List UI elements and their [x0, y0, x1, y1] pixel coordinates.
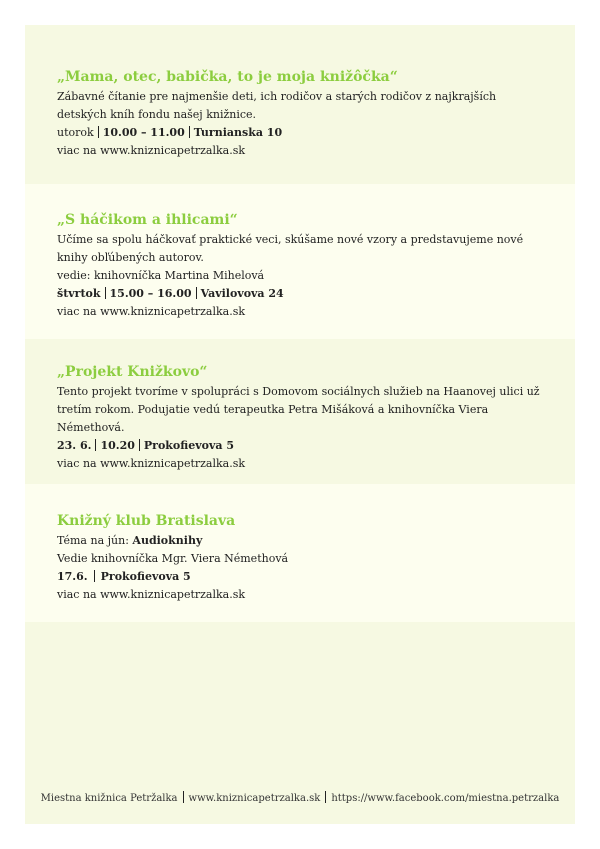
- separator: [94, 570, 95, 582]
- event-projekt-knizkovo: [57, 362, 547, 473]
- footer-website-link[interactable]: www.kniznicapetrzalka.sk: [188, 793, 321, 804]
- event-more-link[interactable]: viac na www.kniznicapetrzalka.sk: [57, 144, 246, 157]
- event-description: Tento projekt tvoríme v spolupráci s Domovom sociálnych služieb na Haanovej ulici už tretím rokom. Podujatie vedú terapeutka Petra Mišáková a knihovníčka Viera Némethová.: [57, 385, 540, 434]
- separator: [196, 287, 197, 299]
- event-theme: [57, 532, 547, 550]
- event-place: Vavilovova 24: [200, 287, 284, 300]
- footer: [25, 791, 575, 804]
- event-time: 15.00 – 16.00: [109, 287, 192, 300]
- event-time: 10.20: [100, 439, 135, 452]
- event-leader: vedie: knihovníčka Martina Mihelová: [57, 269, 265, 282]
- separator: [95, 439, 96, 451]
- separator: [189, 126, 190, 138]
- footer-library-name: Miestna knižnica Petržalka: [40, 793, 178, 804]
- event-knizny-klub: [57, 511, 547, 604]
- event-description: Zábavné čítanie pre najmenšie deti, ich rodičov a starých rodičov z najkrajších detských kníh fondu našej knižnice.: [57, 90, 497, 121]
- event-place: Prokofievova 5: [100, 570, 191, 583]
- event-theme-label: Téma na jún:: [57, 534, 129, 547]
- footer-facebook-link[interactable]: https://www.facebook.com/miestna.petrzalka: [331, 793, 560, 804]
- event-more-link[interactable]: viac na www.kniznicapetrzalka.sk: [57, 588, 246, 601]
- event-title: „Projekt Knižkovo“: [57, 364, 208, 380]
- event-schedule: [57, 285, 547, 303]
- event-time: 10.00 – 11.00: [102, 126, 185, 139]
- event-mama-otec: [57, 67, 547, 160]
- event-schedule: [57, 568, 547, 586]
- event-title: „S háčikom a ihlicami“: [57, 212, 238, 228]
- event-schedule: [57, 437, 547, 455]
- separator: [139, 439, 140, 451]
- event-day: utorok: [57, 126, 94, 139]
- page: [25, 25, 575, 824]
- separator: [98, 126, 99, 138]
- event-leader: Vedie knihovníčka Mgr. Viera Némethová: [57, 552, 289, 565]
- separator: [325, 791, 326, 803]
- event-date: 17.6.: [57, 570, 88, 583]
- event-day: štvrtok: [57, 287, 101, 300]
- event-s-hacikom: [57, 210, 547, 321]
- event-date: 23. 6.: [57, 439, 92, 452]
- event-title: Knižný klub Bratislava: [57, 513, 236, 529]
- event-place: Prokofievova 5: [143, 439, 234, 452]
- event-more-link[interactable]: viac na www.kniznicapetrzalka.sk: [57, 305, 246, 318]
- event-theme-value: Audioknihy: [132, 534, 203, 547]
- event-schedule: [57, 124, 547, 142]
- event-more-link[interactable]: viac na www.kniznicapetrzalka.sk: [57, 457, 246, 470]
- separator: [105, 287, 106, 299]
- event-description: Učíme sa spolu háčkovať praktické veci, skúšame nové vzory a predstavujeme nové knihy obľúbených autorov.: [57, 233, 524, 264]
- event-title: „Mama, otec, babička, to je moja knižôčka“: [57, 69, 398, 85]
- separator: [183, 791, 184, 803]
- event-place: Turnianska 10: [193, 126, 283, 139]
